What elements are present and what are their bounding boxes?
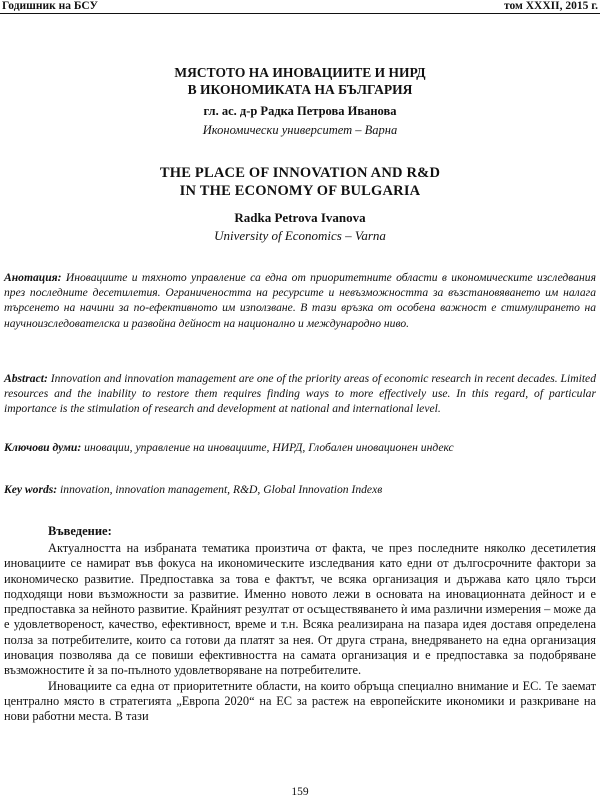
keywords-en [4,482,596,497]
keywords-bg [4,440,596,455]
affiliation-bg: Икономически университет – Варна [202,123,398,137]
keywords-en-text: innovation, innovation management, R&D, Global Innovation Indexв [60,483,383,496]
journal-name: Годишник на БСУ [2,0,98,12]
running-header [0,0,600,13]
title-en-line-1: THE PLACE OF INNOVATION AND R&D [159,165,441,181]
affiliation-en: University of Economics – Varna [214,228,386,243]
annotation-label: Анотация: [4,271,62,284]
volume-year: том XXXII, 2015 г. [503,0,598,12]
introduction-heading: Въведение: [48,524,112,538]
keywords-en-label: Key words: [4,483,58,496]
keywords-bg-label: Ключови думи: [4,441,82,454]
abstract-en [4,371,596,417]
author-en: Radka Petrova Ivanova [234,210,366,225]
keywords-bg-text: иновации, управление на иновациите, НИРД, Глобален иновационен индекс [84,441,454,454]
title-en-line-2: IN THE ECONOMY OF BULGARIA [179,183,421,199]
author-bg: гл. ас. д-р Радка Петрова Иванова [203,104,397,118]
introduction-paragraph-1: Актуалността на избраната тематика произтича от факта, че през последните няколко десетилетия иновациите се намират във фокуса на икономическите изследвания като едни от дългосрочните фактори за икономическо развитие. Предпоставка за това е фактът, че всяка организация и държава като цяло търси подходящи нови възможности за развитие. Именно новото лежи в основата на иновационната дейност и е предпоставка за нейното развитие. Крайният резултат от осъществяването ѝ има различни измерения – може да е удовлетвореност, качество, ефективност, време и т.н. Всяка реализирана на пазара идея доставя определена полза за потребителите, които са готови да платят за нея. От друга страна, внедряването на една организация иновация позволява да се повиши ефективността на самата организация и е предпоставка за подобряване възможностите ѝ за по-пълното удовлетворяване на потребителите. [4,541,596,678]
introduction-paragraph-2: Иновациите са една от приоритетните области, на които обръща специално внимание и ЕС. Те заемат централно място в стратегията „Европа 2020“ на ЕС за растеж на европейските икономики и разкриване на нови работни места. В тази [4,678,596,724]
annotation-bg [4,270,596,331]
abstract-label: Abstract: [4,372,48,385]
annotation-text: Иновациите и тяхното управление са една от приоритетните области в икономическите изследвания през последните десетилетия. Ограничеността на ресурсите и невъзможността за възстановяването им налага търсенето на начини за по-ефективното им използване. В тази връзка от особена важност е стимулирането на научноизследователска и развойна дейност на национално и международно ниво. [4,271,596,330]
title-bg-line-2: В ИКОНОМИКАТА НА БЪЛГАРИЯ [187,82,413,97]
header-rule [0,13,600,14]
introduction-body [4,541,596,725]
page-number: 159 [291,786,309,798]
abstract-text: Innovation and innovation management are one of the priority areas of economic research in recent decades. Limited resources and the inability to restore them requires finding ways to more effectively use. In this regard, of particular importance is the stimulation of research and development at national and international level. [4,372,596,416]
title-bg-line-1: МЯСТОТО НА ИНОВАЦИИТЕ И НИРД [174,65,426,80]
